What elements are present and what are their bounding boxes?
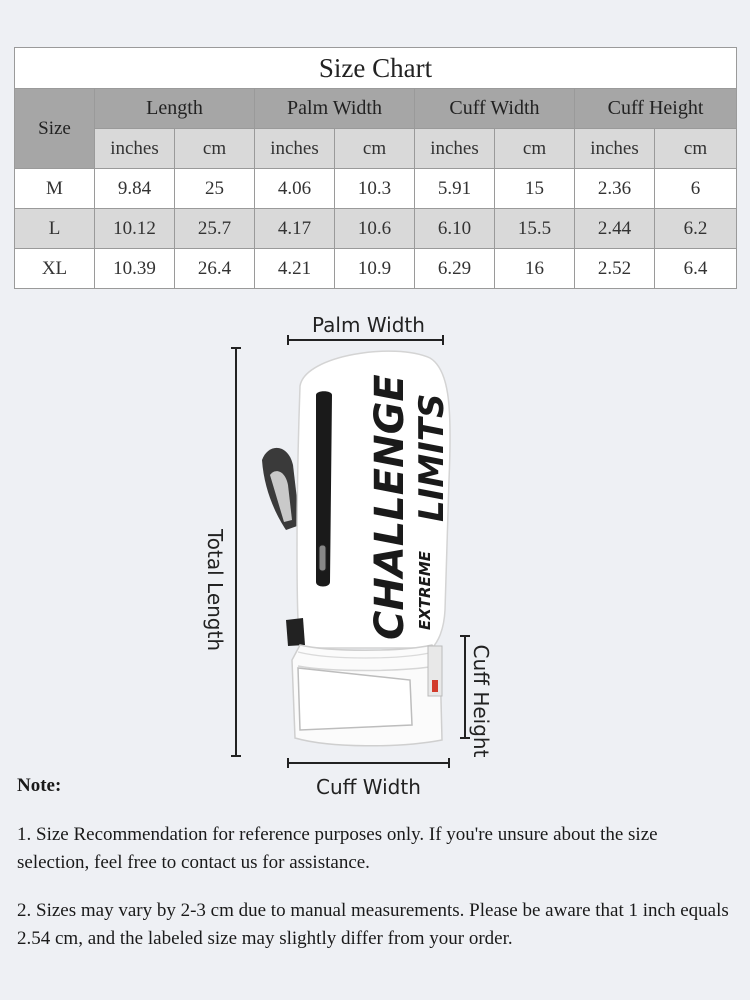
palm-width-header: Palm Width <box>255 89 415 129</box>
size-chart-table <box>14 47 736 289</box>
table-cell: 6.4 <box>655 249 737 289</box>
table-cell: 9.84 <box>95 169 175 209</box>
table-cell: 2.36 <box>575 169 655 209</box>
note-title: Note: <box>17 775 62 796</box>
glove-text-limits: LIMITS <box>412 393 452 522</box>
table-row <box>15 209 737 249</box>
table-cell: 6.10 <box>415 209 495 249</box>
note-item: 1. Size Recommendation for reference purposes only. If you're unsure about the size selection, feel free to contact us for assistance. <box>17 824 658 873</box>
table-cell: 10.39 <box>95 249 175 289</box>
cuff-width-label: Cuff Width <box>316 775 421 799</box>
cuff-height-header: Cuff Height <box>575 89 737 129</box>
unit-header: cm <box>655 129 737 169</box>
unit-header: inches <box>415 129 495 169</box>
glove-illustration <box>0 300 750 780</box>
table-cell: 25 <box>175 169 255 209</box>
unit-header: inches <box>575 129 655 169</box>
unit-header: cm <box>335 129 415 169</box>
table-cell: 10.3 <box>335 169 415 209</box>
table-cell: 26.4 <box>175 249 255 289</box>
table-cell: 6.2 <box>655 209 737 249</box>
table-cell: 4.21 <box>255 249 335 289</box>
cuff-width-dimension-line <box>288 758 449 768</box>
length-header: Length <box>95 89 255 129</box>
glove-text-challenge: CHALLENGE <box>367 374 413 640</box>
table-cell: 5.91 <box>415 169 495 209</box>
table-row <box>15 249 737 289</box>
size-cell: L <box>15 209 95 249</box>
table-cell: 4.17 <box>255 209 335 249</box>
size-cell: M <box>15 169 95 209</box>
unit-header: cm <box>495 129 575 169</box>
table-cell: 2.44 <box>575 209 655 249</box>
table-cell: 10.6 <box>335 209 415 249</box>
table-cell: 2.52 <box>575 249 655 289</box>
size-cell: XL <box>15 249 95 289</box>
size-column-header: Size <box>15 89 95 169</box>
unit-header: inches <box>255 129 335 169</box>
table-cell: 4.06 <box>255 169 335 209</box>
unit-header: cm <box>175 129 255 169</box>
note-item: 2. Sizes may vary by 2-3 cm due to manual measurements. Please be aware that 1 inch equals 2.54 cm, and the labeled size may slightly differ from your order. <box>17 900 729 949</box>
table-cell: 15.5 <box>495 209 575 249</box>
table-cell: 25.7 <box>175 209 255 249</box>
table-cell: 6.29 <box>415 249 495 289</box>
unit-header: inches <box>95 129 175 169</box>
palm-width-label: Palm Width <box>312 313 425 337</box>
table-cell: 6 <box>655 169 737 209</box>
total-length-dimension-line <box>231 348 241 756</box>
table-cell: 10.12 <box>95 209 175 249</box>
table-row <box>15 169 737 209</box>
total-length-label: Total Length <box>203 528 227 652</box>
table-cell: 16 <box>495 249 575 289</box>
cuff-height-label: Cuff Height <box>469 644 493 758</box>
notes-section <box>17 772 733 973</box>
glove-text-extreme: EXTREME <box>416 550 434 630</box>
cuff-width-header: Cuff Width <box>415 89 575 129</box>
table-cell: 10.9 <box>335 249 415 289</box>
table-cell: 15 <box>495 169 575 209</box>
size-chart-title: Size Chart <box>15 48 737 89</box>
